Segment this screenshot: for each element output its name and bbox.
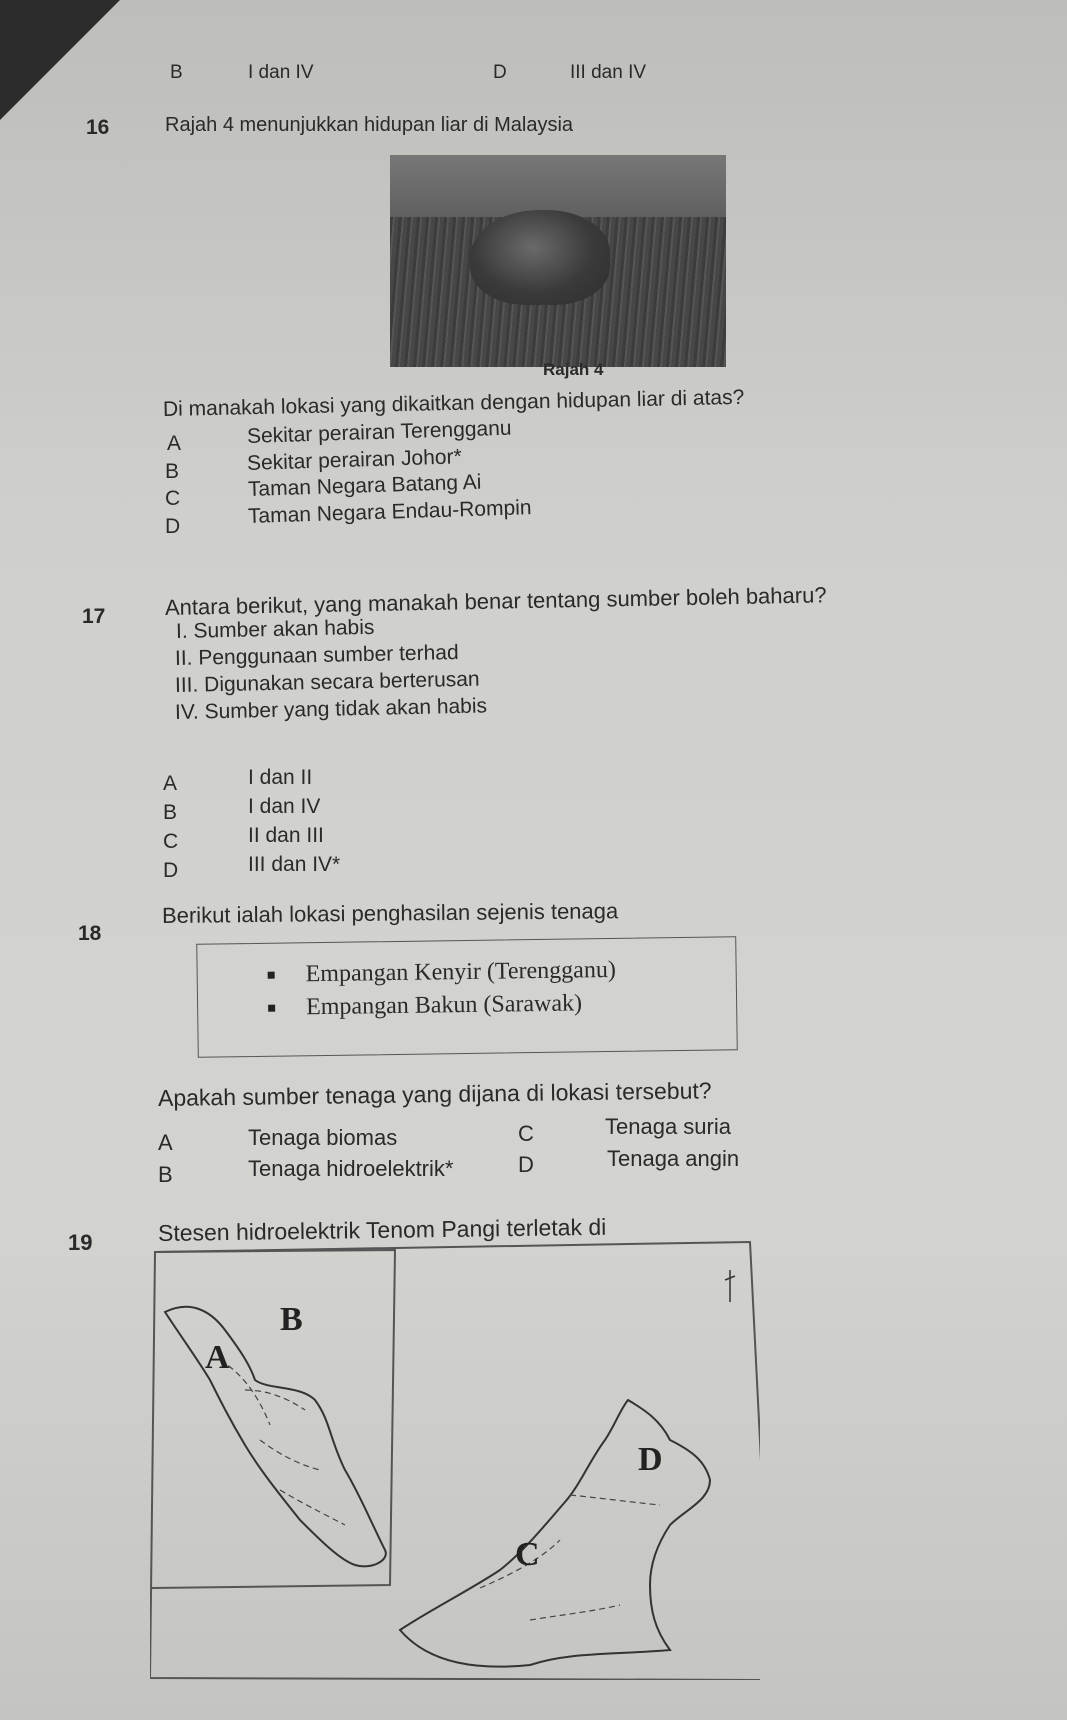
q18-option-b-letter: B [158, 1162, 173, 1187]
map-inset-frame [152, 1250, 395, 1588]
q19-number: 19 [68, 1230, 93, 1255]
q18-location-box [196, 936, 738, 1058]
q18-option-c-letter: C [518, 1121, 534, 1146]
prev-option-letter-d: D [493, 62, 507, 83]
q19-prompt: Stesen hidroelektrik Tenom Pangi terletak di [157, 1213, 607, 1246]
q16-option-a-text: Sekitar perairan Terengganu [246, 416, 512, 448]
q17-option-b-letter: B [163, 801, 178, 824]
q17-option-a-text: I dan II [248, 766, 313, 789]
q16-option-c-letter: C [165, 487, 181, 510]
dark-corner-shadow [0, 0, 120, 120]
q18-box-item [305, 955, 735, 988]
q17-option-c-letter: C [163, 830, 179, 853]
q16-prompt: Rajah 4 menunjukkan hidupan liar di Malaysia [165, 114, 574, 136]
q18-option-c-text: Tenaga suria [605, 1114, 731, 1139]
q18-box-item [306, 988, 736, 1021]
q18-option-a-text: Tenaga biomas [248, 1125, 398, 1150]
q18-box-item-text: Empangan Kenyir (Terengganu) [305, 956, 617, 988]
q16-option-d-letter: D [165, 515, 181, 538]
q17-statement-4: IV. Sumber yang tidak akan habis [174, 694, 488, 724]
q18-box-item-text: Empangan Bakun (Sarawak) [305, 990, 583, 1021]
q18-number: 18 [78, 922, 102, 945]
q17-number: 17 [82, 605, 106, 628]
q19-malaysia-map [150, 1240, 760, 1680]
q17-statement-2: II. Penggunaan sumber terhad [174, 641, 459, 670]
q16-figure-caption: Rajah 4 [543, 360, 604, 379]
map-label-b: B [280, 1301, 303, 1338]
q16-question: Di manakah lokasi yang dikaitkan dengan hidupan liar di atas? [162, 385, 745, 421]
photo-animal [470, 210, 610, 305]
q17-option-d-letter: D [163, 859, 179, 882]
q16-option-a-letter: A [167, 432, 182, 455]
prev-option-text-b: I dan IV [248, 62, 314, 83]
prev-option-letter-b: B [170, 62, 183, 83]
q17-option-b-text: I dan IV [248, 795, 321, 818]
north-arrow-icon [725, 1270, 735, 1302]
q18-option-b-text: Tenaga hidroelektrik* [248, 1156, 454, 1181]
q17-option-c-text: II dan III [248, 824, 324, 847]
peninsular-outline [165, 1307, 386, 1567]
q18-option-d-letter: D [518, 1152, 534, 1177]
map-label-c: C [515, 1536, 540, 1573]
q16-option-b-letter: B [165, 460, 180, 483]
map-label-a: A [205, 1339, 230, 1376]
q16-option-b-text: Sekitar perairan Johor* [246, 445, 463, 475]
q18-question: Apakah sumber tenaga yang dijana di lokasi tersebut? [157, 1077, 712, 1111]
borneo-outline [400, 1400, 710, 1667]
q17-statement-1: I. Sumber akan habis [175, 615, 375, 643]
q17-prompt: Antara berikut, yang manakah benar tentang sumber boleh baharu? [164, 582, 827, 620]
q18-prompt: Berikut ialah lokasi penghasilan sejenis tenaga [161, 898, 619, 928]
q16-option-d-text: Taman Negara Endau-Rompin [247, 496, 532, 528]
q18-option-a-letter: A [158, 1130, 173, 1155]
map-outer-frame [150, 1242, 760, 1680]
q17-option-a-letter: A [163, 772, 178, 795]
peninsular-state-borders [220, 1360, 345, 1525]
borneo-state-borders [480, 1495, 660, 1620]
q16-option-c-text: Taman Negara Batang Ai [247, 470, 482, 501]
bullet-icon [268, 1005, 275, 1012]
q18-option-d-text: Tenaga angin [607, 1146, 740, 1171]
q17-option-d-text: III dan IV* [248, 853, 341, 876]
map-label-d: D [638, 1441, 663, 1478]
prev-option-text-d: III dan IV [570, 62, 647, 83]
bullet-icon [268, 972, 275, 979]
q16-number: 16 [86, 116, 110, 139]
q17-statement-3: III. Digunakan secara berterusan [174, 667, 480, 697]
q16-wildlife-photo [390, 155, 726, 367]
